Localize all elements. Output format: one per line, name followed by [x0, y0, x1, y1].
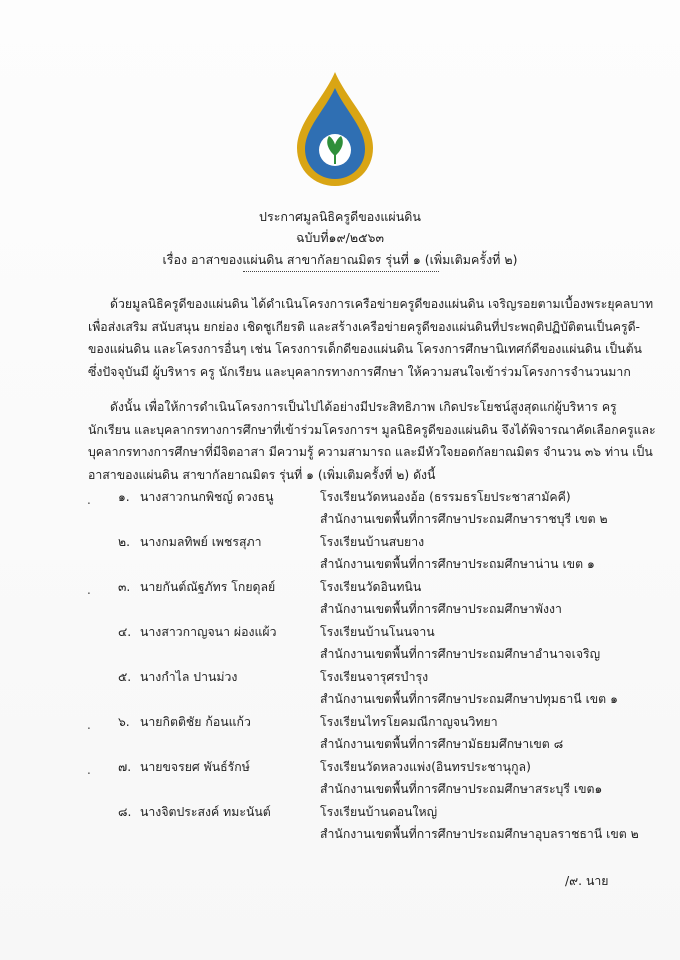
member-name: นายกิตติชัย ก้อนแก้ว: [140, 715, 251, 729]
paragraph-line: ของแผ่นดิน และโครงการอื่นๆ เช่น โครงการเด็กดีของแผ่นดิน โครงการศึกษานิเทศก์ดีของแผ่นดิน เป็นต้น: [88, 342, 642, 356]
member-office: สำนักงานเขตพื้นที่การศึกษาประถมศึกษาสระบุรี เขต๑: [320, 782, 603, 796]
member-school: โรงเรียนบ้านสบยาง: [320, 535, 425, 549]
item-number: ๒.: [118, 535, 131, 549]
paragraph-line: ซึ่งปัจจุบันมี ผู้บริหาร ครู นักเรียน และบุคลากรทางการศึกษา ให้ความสนใจเข้าร่วมโครงการจำนวนมาก: [88, 364, 631, 379]
member-office: สำนักงานเขตพื้นที่การศึกษาประถมศึกษาอุบลราชธานี เขต ๒: [320, 827, 639, 841]
member-name: นางจิตประสงค์ ทมะนันต์: [140, 805, 271, 819]
list-item: [0, 667, 680, 711]
list-item: [0, 802, 680, 846]
member-name: นางกมลทิพย์ เพชรสุภา: [140, 535, 262, 549]
item-number: ๑.: [118, 490, 130, 504]
item-number: ๔.: [118, 625, 132, 639]
member-school: โรงเรียนบ้านดอนใหญ่: [320, 805, 438, 819]
dotted-divider: [243, 271, 439, 272]
item-number: ๖.: [118, 715, 130, 729]
member-office: สำนักงานเขตพื้นที่การศึกษามัธยมศึกษาเขต ๘: [320, 737, 564, 751]
list-item: [0, 577, 680, 621]
list-mark: .: [87, 718, 91, 732]
item-number: ๗.: [118, 760, 132, 774]
member-office: สำนักงานเขตพื้นที่การศึกษาประถมศึกษาอำนาจเจริญ: [320, 647, 601, 661]
member-school: โรงเรียนวัดอินทนิน: [320, 580, 422, 594]
foundation-logo: [295, 70, 375, 190]
member-school: โรงเรียนวัดหลวงแพ่ง(อินทรประชานุกูล): [320, 760, 531, 774]
member-school: โรงเรียนจารุศรบำรุง: [320, 670, 429, 684]
logo-stem: [334, 154, 336, 164]
list-item: [0, 532, 680, 576]
continuation-marker: /๙. นาย: [565, 874, 609, 888]
list-item: [0, 712, 680, 756]
member-name: นางกำไล ปานม่วง: [140, 670, 238, 684]
announcement-number: ฉบับที่๑๙/๒๕๖๓: [295, 230, 385, 245]
announcement-subject: เรื่อง อาสาของแผ่นดิน สาขากัลยาณมิตร รุ่นที่ ๑ (เพิ่มเติมครั้งที่ ๒): [162, 252, 518, 267]
item-number: ๓.: [118, 580, 131, 594]
list-mark: .: [87, 583, 91, 597]
paragraph-line: เพื่อส่งเสริม สนับสนุน ยกย่อง เชิดชูเกียรติ และสร้างเครือข่ายครูดีของแผ่นดินที่ประพฤติปฏิบัติตนเป็นครูดี-: [88, 319, 640, 334]
paragraph-line: ดังนั้น เพื่อให้การดำเนินโครงการเป็นไปได้อย่างมีประสิทธิภาพ เกิดประโยชน์สูงสุดแก่ผู้บริหาร ครู: [110, 400, 617, 414]
member-name: นางสาวกนกพิชญ์ ดวงธนู: [140, 490, 274, 504]
member-name: นายขจรยศ พันธ์รักษ์: [140, 760, 250, 774]
list-item: [0, 757, 680, 801]
paragraph-line: บุคลากรทางการศึกษาที่มีจิตอาสา มีความรู้ ความสามารถ และมีหัวใจยอดกัลยาณมิตร จำนวน ๓๖ ท่าน เป็น: [88, 445, 653, 459]
list-mark: .: [87, 763, 91, 777]
member-office: สำนักงานเขตพื้นที่การศึกษาประถมศึกษาน่าน เขต ๑: [320, 557, 595, 571]
item-number: ๕.: [118, 670, 132, 684]
paragraph-line: นักเรียน และบุคลากรทางการศึกษาที่เข้าร่วมโครงการฯ มูลนิธิครูดีของแผ่นดิน จึงได้พิจารณาคัดเลือกครูและ: [88, 422, 656, 437]
paragraph-intro: [88, 293, 654, 383]
member-office: สำนักงานเขตพื้นที่การศึกษาประถมศึกษาราชบุรี เขต ๒: [320, 512, 608, 526]
member-school: โรงเรียนบ้านโนนจาน: [320, 625, 435, 639]
member-office: สำนักงานเขตพื้นที่การศึกษาประถมศึกษาปทุมธานี เขต ๑: [320, 692, 618, 706]
member-name: นางสาวกาญจนา ผ่องแผ้ว: [140, 625, 277, 639]
list-mark: .: [87, 493, 91, 507]
paragraph-line: ด้วยมูลนิธิครูดีของแผ่นดิน ได้ดำเนินโครงการเครือข่ายครูดีของแผ่นดิน เจริญรอยตามเบื้องพระยุคลบาท: [110, 297, 654, 311]
paragraph-line: อาสาของแผ่นดิน สาขากัลยาณมิตร รุ่นที่ ๑ (เพิ่มเติมครั้งที่ ๒) ดังนี้: [88, 467, 436, 482]
paragraph-selection: [88, 396, 656, 486]
announcement-title: ประกาศมูลนิธิครูดีของแผ่นดิน: [259, 209, 421, 224]
member-name: นายกันต์ณัฐภัทร โกยดุลย์: [140, 580, 276, 594]
list-item: [0, 622, 680, 666]
list-item: [0, 487, 680, 531]
member-office: สำนักงานเขตพื้นที่การศึกษาประถมศึกษาพังงา: [320, 602, 562, 616]
item-number: ๘.: [118, 805, 132, 819]
member-school: โรงเรียนไทรโยคมณีกาญจนวิทยา: [320, 715, 498, 729]
member-school: โรงเรียนวัดหนองอ้อ (ธรรมธรโยประชาสามัคคี): [320, 490, 571, 504]
